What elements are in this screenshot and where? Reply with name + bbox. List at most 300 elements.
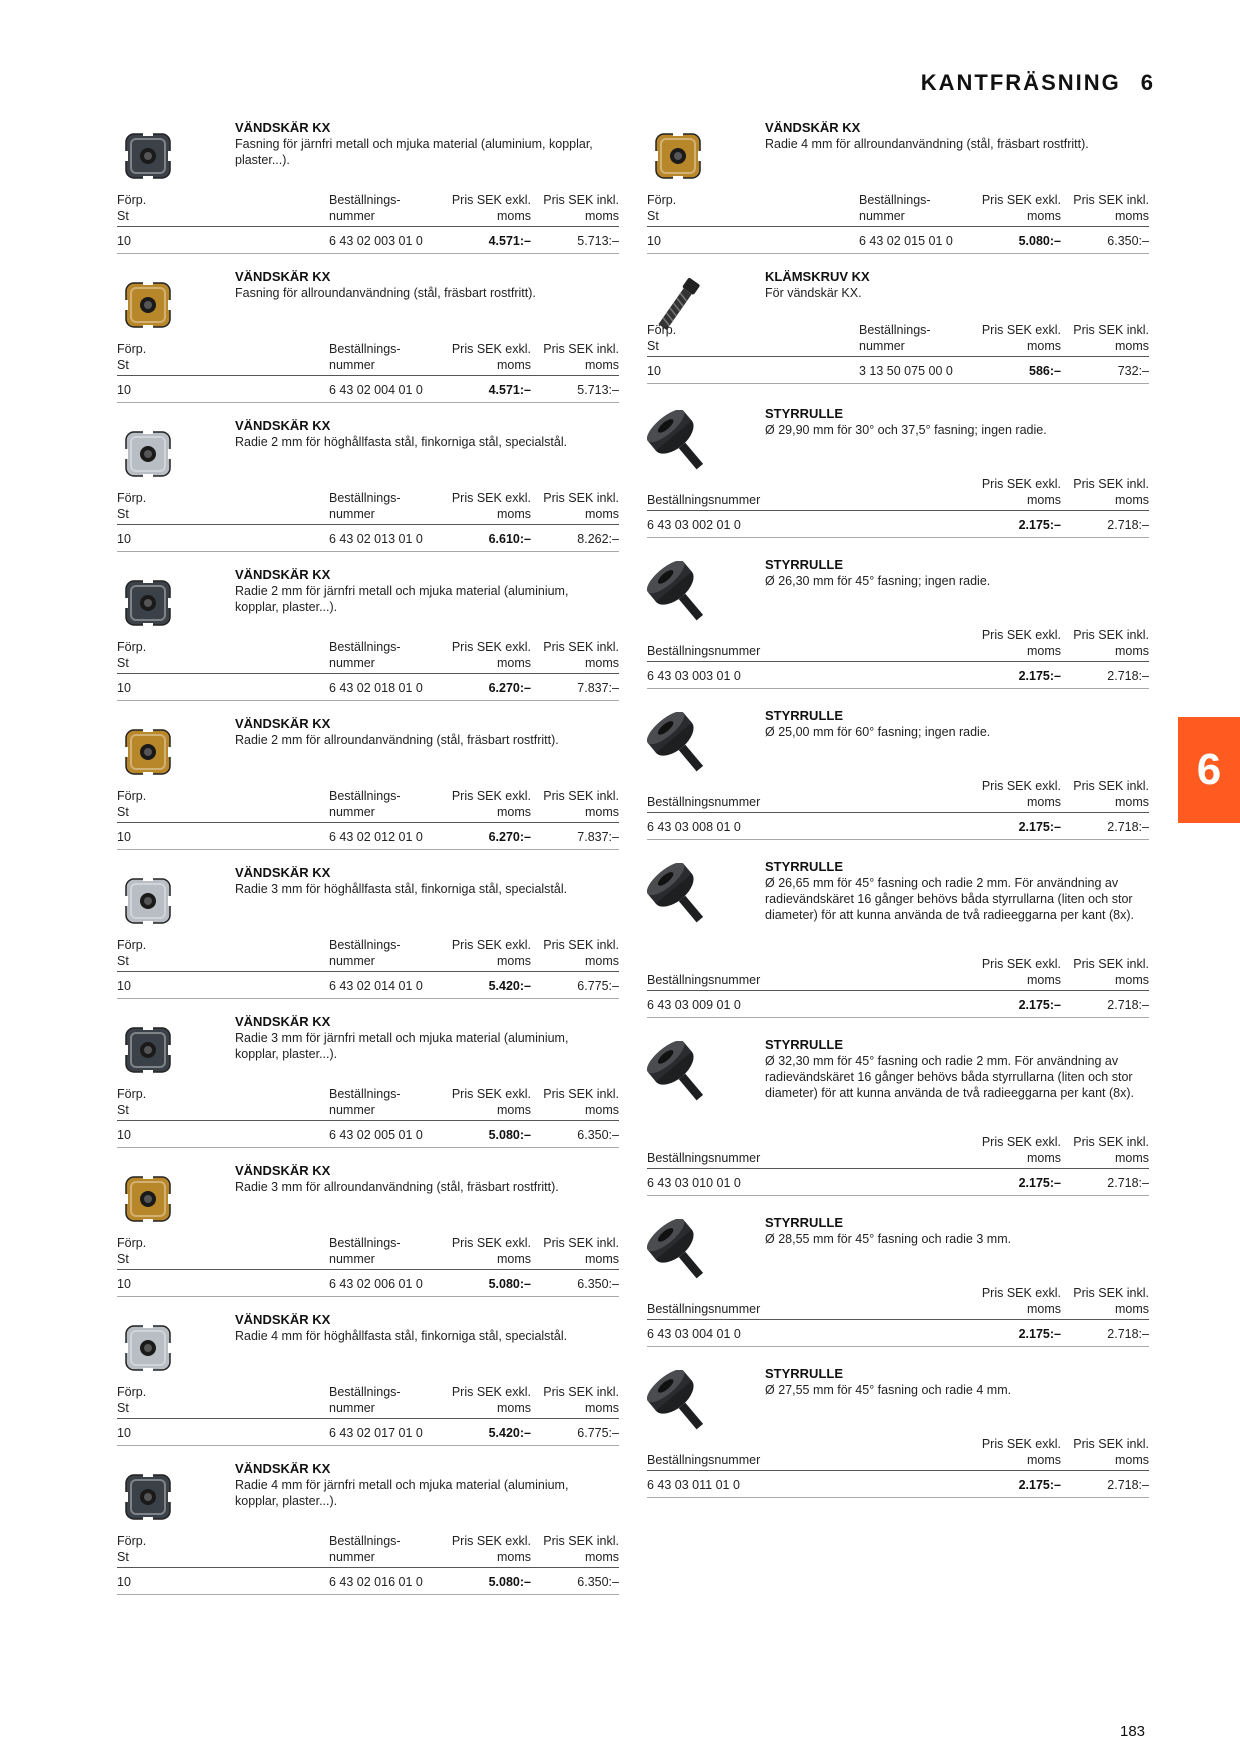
product-text: [235, 1312, 615, 1344]
header-price-incl-line1: Pris SEK inkl.: [543, 1534, 619, 1548]
product-description: Ø 25,00 mm för 60° fasning; ingen radie.: [765, 725, 991, 739]
package-qty: 10: [117, 1277, 131, 1291]
package-qty: 10: [117, 383, 131, 397]
header-forp: [647, 322, 676, 354]
header-forp-line1: Förp.: [647, 323, 677, 337]
header-price-incl: [1073, 322, 1149, 354]
product-item: [117, 269, 619, 418]
price-table: [647, 321, 1149, 384]
price-incl-vat: 6.350:–: [577, 1277, 619, 1291]
table-row: [117, 972, 619, 999]
product-text: [235, 716, 615, 748]
header-order-number-line1: Beställnings-: [329, 1385, 401, 1399]
product-title: VÄNDSKÄR KX: [235, 865, 331, 880]
header-price-incl-line2: moms: [584, 209, 619, 223]
price-table: [117, 1532, 619, 1595]
header-price-excl: [982, 192, 1061, 224]
table-row: [647, 991, 1149, 1018]
header-price-excl-line1: Pris SEK exkl.: [451, 193, 531, 207]
order-number[interactable]: 6 43 02 004 01 0: [329, 383, 423, 397]
order-number[interactable]: 6 43 03 004 01 0: [647, 1327, 741, 1341]
price-table: [647, 1133, 1149, 1196]
product-description: Fasning för allroundanvändning (stål, fräsbart rostfritt).: [235, 286, 536, 300]
order-number[interactable]: 6 43 02 017 01 0: [329, 1426, 423, 1440]
header-price-incl-line1: Pris SEK inkl.: [1073, 1135, 1149, 1149]
header-forp: [117, 788, 146, 820]
header-order-number-line1: Beställnings-: [329, 1534, 401, 1548]
header-price-incl-line1: Pris SEK inkl.: [1073, 193, 1149, 207]
header-price-incl-line1: Pris SEK inkl.: [1073, 323, 1149, 337]
header-forp-line2: St: [117, 1550, 129, 1564]
price-excl-vat: 5.080:–: [488, 1575, 531, 1589]
header-price-excl-line1: Pris SEK exkl.: [451, 342, 531, 356]
header-price-incl-line1: Pris SEK inkl.: [1073, 1437, 1149, 1451]
order-number[interactable]: 6 43 03 010 01 0: [647, 1176, 741, 1190]
product-description: Ø 32,30 mm för 45° fasning och radie 2 mm. För användning av radievändskäret 16 gånger behövs båda styrrullarna (liten och stor diameter) för att kunna använda de två radieeggarna per kant (8x).: [765, 1054, 1134, 1100]
header-forp: [647, 192, 676, 224]
header-price-excl-line2: moms: [496, 1252, 531, 1266]
header-order-number-label: Beställningsnummer: [647, 973, 761, 987]
price-table-header: [647, 475, 1149, 511]
header-order-number-label: Beställningsnummer: [647, 795, 761, 809]
price-table-header: [647, 955, 1149, 991]
header-order-number: [329, 1086, 401, 1118]
insert-dark-icon: [117, 125, 179, 187]
header-order-number-line1: Beställnings-: [329, 342, 401, 356]
header-price-excl: [982, 476, 1061, 508]
product-title: STYRRULLE: [765, 1366, 843, 1381]
header-price-excl-line1: Pris SEK exkl.: [451, 938, 531, 952]
price-excl-vat: 5.080:–: [488, 1277, 531, 1291]
product-text: [765, 708, 1145, 740]
order-number[interactable]: 6 43 02 018 01 0: [329, 681, 423, 695]
price-table: [117, 1234, 619, 1297]
order-number[interactable]: 6 43 02 005 01 0: [329, 1128, 423, 1142]
header-price-excl: [452, 341, 531, 373]
price-table: [647, 475, 1149, 538]
insert-dark-icon: [117, 572, 179, 634]
price-table: [647, 955, 1149, 1018]
product-item: [647, 1037, 1149, 1215]
header-price-incl-line2: moms: [1114, 795, 1149, 809]
price-table: [647, 1284, 1149, 1347]
price-incl-vat: 8.262:–: [577, 532, 619, 546]
table-row: [117, 525, 619, 552]
price-table-header: [647, 1284, 1149, 1320]
header-price-excl-line1: Pris SEK exkl.: [451, 789, 531, 803]
header-price-excl-line2: moms: [496, 1401, 531, 1415]
product-description: Fasning för järnfri metall och mjuka material (aluminium, kopplar, plaster...).: [235, 137, 593, 167]
product-text: [765, 557, 1145, 589]
price-incl-vat: 6.775:–: [577, 979, 619, 993]
package-qty: 10: [117, 532, 131, 546]
order-number[interactable]: 6 43 03 002 01 0: [647, 518, 741, 532]
price-incl-vat: 2.718:–: [1107, 1327, 1149, 1341]
package-qty: 10: [647, 234, 661, 248]
header-forp: [117, 1533, 146, 1565]
price-excl-vat: 2.175:–: [1018, 998, 1061, 1012]
price-table: [117, 638, 619, 701]
header-price-incl: [543, 639, 619, 671]
product-title: VÄNDSKÄR KX: [235, 1312, 331, 1327]
header-price-excl-line2: moms: [1026, 973, 1061, 987]
product-item: [117, 716, 619, 865]
product-item: [647, 406, 1149, 557]
table-row: [647, 1320, 1149, 1347]
header-price-incl: [1073, 627, 1149, 659]
header-price-excl-line1: Pris SEK exkl.: [451, 1087, 531, 1101]
header-forp: [117, 490, 146, 522]
package-qty: 10: [117, 681, 131, 695]
insert-gold-icon: [117, 1168, 179, 1230]
header-price-excl-line2: moms: [1026, 339, 1061, 353]
table-row: [117, 227, 619, 254]
header-price-incl-line2: moms: [1114, 973, 1149, 987]
product-item: [117, 1312, 619, 1461]
order-number[interactable]: 6 43 02 006 01 0: [329, 1277, 423, 1291]
header-price-excl: [452, 1533, 531, 1565]
header-price-incl: [543, 788, 619, 820]
price-incl-vat: 6.350:–: [577, 1128, 619, 1142]
product-item: [647, 269, 1149, 406]
product-text: [235, 1014, 615, 1062]
section-title: KANTFRÄSNING: [920, 70, 1121, 95]
header-price-excl-line2: moms: [496, 805, 531, 819]
order-number[interactable]: 6 43 02 016 01 0: [329, 1575, 423, 1589]
header-price-excl: [452, 937, 531, 969]
header-price-incl-line1: Pris SEK inkl.: [1073, 477, 1149, 491]
table-row: [117, 376, 619, 403]
price-excl-vat: 2.175:–: [1018, 820, 1061, 834]
header-order-number: [647, 972, 760, 988]
product-item: [117, 865, 619, 1014]
header-forp-line1: Förp.: [117, 1385, 147, 1399]
price-excl-vat: 4.571:–: [488, 383, 531, 397]
product-description: Ø 26,30 mm för 45° fasning; ingen radie.: [765, 574, 991, 588]
product-item: [117, 1014, 619, 1163]
header-order-number-line1: Beställnings-: [329, 640, 401, 654]
header-price-incl: [1073, 1285, 1149, 1317]
product-title: KLÄMSKRUV KX: [765, 269, 870, 284]
header-forp-line2: St: [117, 1103, 129, 1117]
header-price-incl: [1073, 778, 1149, 810]
header-price-excl: [982, 1436, 1061, 1468]
table-row: [647, 357, 1149, 384]
product-description: Radie 3 mm för järnfri metall och mjuka material (aluminium, kopplar, plaster...).: [235, 1031, 569, 1061]
price-table: [647, 191, 1149, 254]
header-price-incl-line1: Pris SEK inkl.: [1073, 957, 1149, 971]
order-number[interactable]: 6 43 03 009 01 0: [647, 998, 741, 1012]
product-title: STYRRULLE: [765, 859, 843, 874]
product-description: Radie 4 mm för allroundanvändning (stål, fräsbart rostfritt).: [765, 137, 1089, 151]
price-table-header: [117, 638, 619, 674]
product-item: [117, 120, 619, 269]
header-order-number-line1: Beställnings-: [329, 1087, 401, 1101]
header-order-number-label: Beställningsnummer: [647, 1302, 761, 1316]
product-description: Radie 3 mm för allroundanvändning (stål, fräsbart rostfritt).: [235, 1180, 559, 1194]
header-forp-line1: Förp.: [117, 1236, 147, 1250]
price-table-header: [647, 777, 1149, 813]
header-order-number-line2: nummer: [859, 339, 905, 353]
header-price-incl: [543, 1533, 619, 1565]
header-forp-line1: Förp.: [117, 640, 147, 654]
product-description: Radie 4 mm för järnfri metall och mjuka material (aluminium, kopplar, plaster...).: [235, 1478, 569, 1508]
product-text: [765, 120, 1145, 152]
order-number[interactable]: 6 43 02 013 01 0: [329, 532, 423, 546]
header-price-incl-line2: moms: [1114, 339, 1149, 353]
price-table-header: [647, 1435, 1149, 1471]
order-number[interactable]: 6 43 02 014 01 0: [329, 979, 423, 993]
header-forp: [117, 639, 146, 671]
product-item: [647, 859, 1149, 1037]
header-forp-line2: St: [117, 1401, 129, 1415]
order-number[interactable]: 6 43 03 011 01 0: [647, 1478, 740, 1492]
price-incl-vat: 6.350:–: [577, 1575, 619, 1589]
header-order-number: [329, 341, 401, 373]
header-order-number: [329, 937, 401, 969]
header-forp-line2: St: [117, 358, 129, 372]
price-table-header: [117, 1234, 619, 1270]
header-price-excl-line2: moms: [1026, 1453, 1061, 1467]
header-price-excl: [452, 490, 531, 522]
header-price-incl-line1: Pris SEK inkl.: [543, 938, 619, 952]
header-price-excl: [452, 1235, 531, 1267]
header-forp-line1: Förp.: [647, 193, 677, 207]
header-order-number-line2: nummer: [329, 507, 375, 521]
header-price-incl-line1: Pris SEK inkl.: [543, 491, 619, 505]
header-price-excl-line2: moms: [1026, 1302, 1061, 1316]
insert-dark-icon: [117, 1466, 179, 1528]
header-forp-line1: Förp.: [117, 491, 147, 505]
header-price-excl-line2: moms: [1026, 209, 1061, 223]
header-price-excl: [982, 627, 1061, 659]
header-order-number-line2: nummer: [329, 1252, 375, 1266]
product-item: [647, 120, 1149, 269]
table-row: [647, 662, 1149, 689]
package-qty: 10: [117, 1426, 131, 1440]
package-qty: 10: [117, 1128, 131, 1142]
product-title: STYRRULLE: [765, 557, 843, 572]
header-price-incl-line2: moms: [1114, 209, 1149, 223]
price-incl-vat: 6.350:–: [1107, 234, 1149, 248]
header-price-incl-line1: Pris SEK inkl.: [1073, 1286, 1149, 1300]
header-price-excl-line1: Pris SEK exkl.: [451, 1385, 531, 1399]
table-row: [117, 1568, 619, 1595]
header-price-incl: [543, 192, 619, 224]
header-order-number-line2: nummer: [329, 656, 375, 670]
price-table-header: [117, 191, 619, 227]
product-text: [765, 269, 1145, 301]
header-order-number: [329, 1533, 401, 1565]
insert-silver-icon: [117, 870, 179, 932]
price-table: [117, 489, 619, 552]
product-title: VÄNDSKÄR KX: [235, 269, 331, 284]
header-order-number: [647, 794, 760, 810]
guide-roller-icon: [647, 712, 713, 778]
header-order-number: [329, 1384, 401, 1416]
product-item: [117, 567, 619, 716]
price-table: [647, 777, 1149, 840]
header-price-incl: [543, 1384, 619, 1416]
header-price-incl-line2: moms: [584, 1103, 619, 1117]
header-price-excl-line2: moms: [1026, 493, 1061, 507]
price-table: [117, 340, 619, 403]
chapter-tab-label: 6: [1196, 745, 1222, 794]
price-table: [117, 787, 619, 850]
header-price-incl-line2: moms: [584, 507, 619, 521]
price-table: [117, 1383, 619, 1446]
header-forp-line2: St: [647, 209, 659, 223]
product-description: Ø 27,55 mm för 45° fasning och radie 4 mm.: [765, 1383, 1012, 1397]
product-text: [765, 1215, 1145, 1247]
price-excl-vat: 6.270:–: [488, 830, 531, 844]
header-price-excl: [452, 788, 531, 820]
product-text: [235, 865, 615, 897]
header-order-number-line2: nummer: [859, 209, 905, 223]
header-price-incl-line2: moms: [1114, 1302, 1149, 1316]
header-price-excl-line2: moms: [496, 656, 531, 670]
header-price-excl-line1: Pris SEK exkl.: [981, 193, 1061, 207]
header-order-number-line1: Beställnings-: [329, 193, 401, 207]
price-table-header: [117, 1532, 619, 1568]
header-price-excl: [452, 639, 531, 671]
header-price-incl-line1: Pris SEK inkl.: [543, 1236, 619, 1250]
price-incl-vat: 5.713:–: [577, 234, 619, 248]
header-order-number-line1: Beställnings-: [329, 789, 401, 803]
right-product-column: [647, 120, 1149, 1517]
header-price-excl-line1: Pris SEK exkl.: [981, 1286, 1061, 1300]
header-order-number: [647, 1301, 760, 1317]
header-price-excl: [982, 1134, 1061, 1166]
order-number[interactable]: 6 43 03 008 01 0: [647, 820, 741, 834]
guide-roller-icon: [647, 863, 713, 929]
guide-roller-icon: [647, 1370, 713, 1436]
price-table-header: [117, 340, 619, 376]
product-description: Ø 26,65 mm för 45° fasning och radie 2 mm. För användning av radievändskäret 16 gånger behövs båda styrrullarna (liten och stor diameter) för att kunna använda de två radieeggarna per kant (8x).: [765, 876, 1134, 922]
price-excl-vat: 5.080:–: [1018, 234, 1061, 248]
chapter-tab[interactable]: [1178, 717, 1240, 823]
chapter-number: 6: [1140, 70, 1155, 95]
product-text: [765, 859, 1145, 923]
header-price-incl-line2: moms: [1114, 644, 1149, 658]
package-qty: 10: [117, 979, 131, 993]
header-order-number-line1: Beställnings-: [329, 491, 401, 505]
header-price-excl-line1: Pris SEK exkl.: [981, 477, 1061, 491]
price-table-header: [647, 321, 1149, 357]
header-forp-line1: Förp.: [117, 193, 147, 207]
table-row: [117, 823, 619, 850]
product-title: VÄNDSKÄR KX: [235, 1461, 331, 1476]
header-forp-line1: Förp.: [117, 938, 147, 952]
insert-dark-icon: [117, 1019, 179, 1081]
header-order-number-label: Beställningsnummer: [647, 493, 761, 507]
product-text: [235, 418, 615, 450]
header-order-number: [329, 490, 401, 522]
table-row: [117, 674, 619, 701]
product-title: STYRRULLE: [765, 1037, 843, 1052]
price-table: [647, 626, 1149, 689]
header-price-excl-line1: Pris SEK exkl.: [451, 491, 531, 505]
price-incl-vat: 2.718:–: [1107, 518, 1149, 532]
header-price-incl: [1073, 192, 1149, 224]
header-price-incl: [1073, 1436, 1149, 1468]
header-price-incl-line2: moms: [584, 805, 619, 819]
product-title: VÄNDSKÄR KX: [235, 120, 331, 135]
header-price-incl: [1073, 1134, 1149, 1166]
price-table-header: [117, 787, 619, 823]
price-excl-vat: 2.175:–: [1018, 518, 1061, 532]
header-order-number-line1: Beställnings-: [859, 193, 931, 207]
header-price-excl: [452, 192, 531, 224]
product-item: [647, 557, 1149, 708]
product-description: Radie 2 mm för allroundanvändning (stål, fräsbart rostfritt).: [235, 733, 559, 747]
header-order-number-label: Beställningsnummer: [647, 644, 761, 658]
price-table: [117, 191, 619, 254]
header-price-incl-line2: moms: [1114, 1453, 1149, 1467]
price-excl-vat: 5.420:–: [488, 979, 531, 993]
product-title: VÄNDSKÄR KX: [235, 716, 331, 731]
header-price-excl-line2: moms: [1026, 795, 1061, 809]
product-item: [647, 708, 1149, 859]
header-price-excl: [982, 778, 1061, 810]
price-table-header: [647, 626, 1149, 662]
header-price-excl-line2: moms: [1026, 644, 1061, 658]
header-price-excl-line1: Pris SEK exkl.: [451, 1534, 531, 1548]
order-number[interactable]: 3 13 50 075 00 0: [859, 364, 953, 378]
order-number[interactable]: 6 43 02 012 01 0: [329, 830, 423, 844]
header-forp: [117, 1235, 146, 1267]
header-forp-line2: St: [647, 339, 659, 353]
header-price-incl-line1: Pris SEK inkl.: [1073, 628, 1149, 642]
header-forp-line2: St: [117, 507, 129, 521]
header-price-excl-line2: moms: [1026, 1151, 1061, 1165]
price-table: [117, 936, 619, 999]
header-price-incl: [543, 341, 619, 373]
table-row: [117, 1121, 619, 1148]
product-item: [117, 1461, 619, 1610]
price-excl-vat: 6.610:–: [488, 532, 531, 546]
product-text: [765, 406, 1145, 438]
header-price-excl-line1: Pris SEK exkl.: [451, 1236, 531, 1250]
product-text: [765, 1366, 1145, 1398]
header-forp-line1: Förp.: [117, 1534, 147, 1548]
header-forp-line2: St: [117, 954, 129, 968]
order-number[interactable]: 6 43 02 003 01 0: [329, 234, 423, 248]
price-incl-vat: 7.837:–: [577, 681, 619, 695]
price-table-header: [117, 1383, 619, 1419]
price-table: [647, 1435, 1149, 1498]
price-table-header: [117, 1085, 619, 1121]
price-incl-vat: 2.718:–: [1107, 669, 1149, 683]
header-price-excl: [982, 322, 1061, 354]
header-price-excl-line2: moms: [496, 507, 531, 521]
header-order-number-line2: nummer: [329, 358, 375, 372]
product-description: Radie 2 mm för höghållfasta stål, finkorniga stål, specialstål.: [235, 435, 568, 449]
header-order-number-line1: Beställnings-: [329, 938, 401, 952]
price-excl-vat: 6.270:–: [488, 681, 531, 695]
header-order-number-line1: Beställnings-: [859, 323, 931, 337]
header-price-incl-line1: Pris SEK inkl.: [543, 342, 619, 356]
page-number: 183: [1120, 1723, 1146, 1740]
price-incl-vat: 732:–: [1117, 364, 1149, 378]
table-row: [647, 1169, 1149, 1196]
header-price-excl: [982, 1285, 1061, 1317]
header-forp: [117, 1384, 146, 1416]
order-number[interactable]: 6 43 03 003 01 0: [647, 669, 741, 683]
product-text: [235, 120, 615, 168]
header-price-excl-line1: Pris SEK exkl.: [981, 628, 1061, 642]
order-number[interactable]: 6 43 02 015 01 0: [859, 234, 953, 248]
